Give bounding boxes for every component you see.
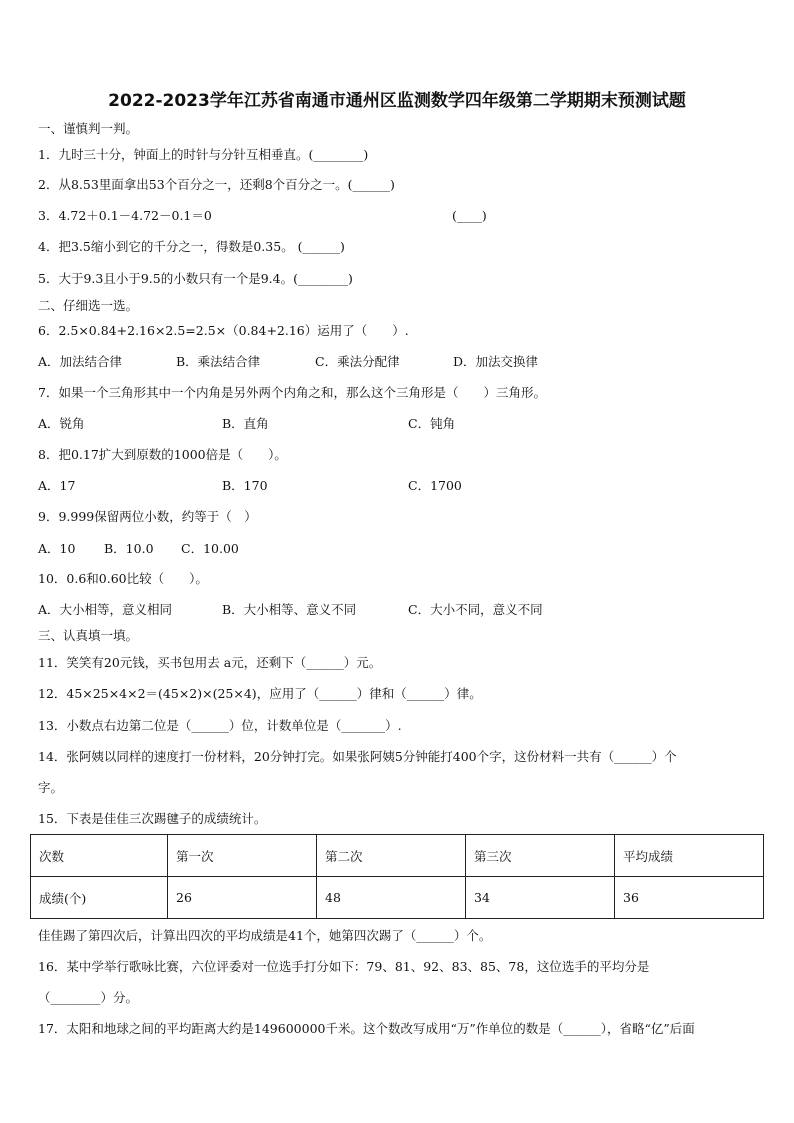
question-7-option-b: B．直角: [222, 416, 269, 431]
question-1: 1．九时三十分，钟面上的时针与分针互相垂直。(________): [38, 147, 369, 162]
question-6-option-b: B．乘法结合律: [176, 354, 261, 369]
table-header-cell: 第三次: [466, 835, 615, 877]
question-8-option-b: B．170: [222, 478, 268, 493]
question-10-option-a: A．大小相等，意义相同: [38, 602, 173, 617]
question-10-option-b: B．大小相等、意义不同: [222, 602, 357, 617]
question-9: 9．9.999保留两位小数，约等于（ ）: [38, 509, 257, 524]
question-6-option-a: A．加法结合律: [38, 354, 123, 369]
question-3-blank: (____): [452, 208, 487, 223]
table-cell: 成绩(个): [31, 877, 168, 919]
table-header-cell: 第二次: [317, 835, 466, 877]
question-7-option-c: C．钝角: [408, 416, 456, 431]
table-header-cell: 第一次: [168, 835, 317, 877]
question-4: 4．把3.5缩小到它的千分之一，得数是0.35。 (______): [38, 239, 345, 254]
question-11: 11．笑笑有20元钱，买书包用去 a元，还剩下（______）元。: [38, 655, 382, 670]
table-row: [31, 877, 764, 919]
question-6-option-d: D．加法交换律: [453, 354, 539, 369]
table-cell: 34: [466, 877, 615, 919]
question-14-line-2: 字。: [38, 780, 64, 795]
question-3: 3．4.72＋0.1－4.72－0.1＝0: [38, 208, 212, 223]
question-7-option-a: A．锐角: [38, 416, 85, 431]
section-heading-judge: 一、谨慎判一判。: [38, 121, 139, 136]
page-title: 2022-2023学年江苏省南通市通州区监测数学四年级第二学期期末预测试题: [108, 91, 686, 111]
table-cell: 26: [168, 877, 317, 919]
question-5: 5．大于9.3且小于9.5的小数只有一个是9.4。(________): [38, 271, 353, 286]
section-heading-choose: 二、仔细选一选。: [38, 298, 139, 313]
table-header-cell: 次数: [31, 835, 168, 877]
question-16-line-2: （________）分。: [38, 990, 139, 1005]
question-14-line-1: 14．张阿姨以同样的速度打一份材料，20分钟打完。如果张阿姨5分钟能打400个字，这份材料一共有（______）个: [38, 749, 677, 764]
question-17: 17．太阳和地球之间的平均距离大约是149600000千米。这个数改写成用“万”作单位的数是（______），省略“亿”后面: [38, 1021, 695, 1036]
question-10-option-c: C．大小不同，意义不同: [408, 602, 543, 617]
question-6: 6．2.5×0.84+2.16×2.5=2.5×（0.84+2.16）运用了（ ）.: [38, 323, 409, 338]
question-16-line-1: 16．某中学举行歌咏比赛，六位评委对一位选手打分如下：79、81、92、83、85、78，这位选手的平均分是: [38, 959, 650, 974]
question-9-option-b: B．10.0: [104, 541, 154, 556]
table-cell: 48: [317, 877, 466, 919]
question-10: 10．0.6和0.60比较（ ）。: [38, 571, 208, 586]
question-9-option-c: C．10.00: [181, 541, 239, 556]
question-8-option-c: C．1700: [408, 478, 462, 493]
table-header-cell: 平均成绩: [615, 835, 764, 877]
question-15: 15．下表是佳佳三次踢毽子的成绩统计。: [38, 811, 267, 826]
question-9-option-a: A．10: [38, 541, 76, 556]
score-table: [30, 834, 764, 919]
section-heading-fill: 三、认真填一填。: [38, 628, 139, 643]
question-12: 12．45×25×4×2＝(45×2)×(25×4)，应用了（______）律和（______）律。: [38, 686, 482, 701]
question-8-option-a: A．17: [38, 478, 76, 493]
table-cell: 36: [615, 877, 764, 919]
question-6-option-c: C．乘法分配律: [315, 354, 400, 369]
table-header-row: [31, 835, 764, 877]
question-15-follow-up: 佳佳踢了第四次后，计算出四次的平均成绩是41个，她第四次踢了（______）个。: [38, 928, 492, 943]
question-2: 2．从8.53里面拿出53个百分之一，还剩8个百分之一。(______): [38, 177, 395, 192]
question-7: 7．如果一个三角形其中一个内角是另外两个内角之和，那么这个三角形是（ ）三角形。: [38, 385, 546, 400]
question-13: 13．小数点右边第二位是（______）位，计数单位是（_______）.: [38, 718, 402, 733]
question-8: 8．把0.17扩大到原数的1000倍是（ ）。: [38, 447, 287, 462]
